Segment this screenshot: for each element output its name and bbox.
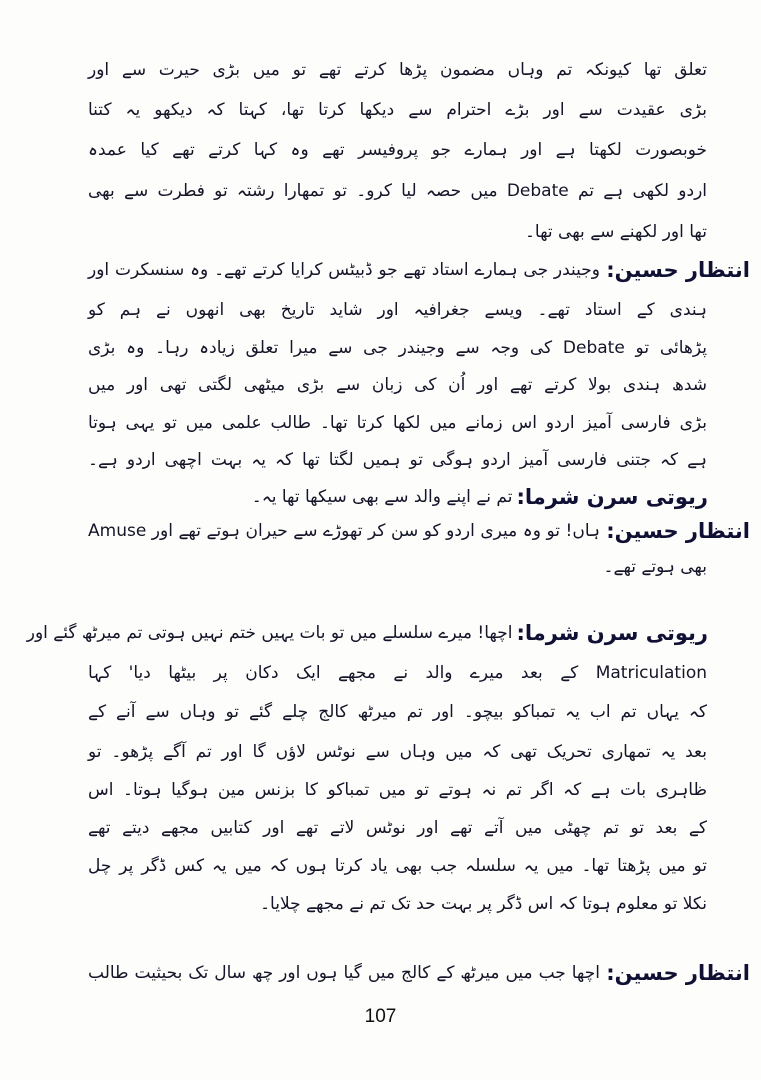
text-line: نکلا تو معلوم ہوتا کہ اس ڈگر پر بہت حد تک تم نے مجھے چلایا۔ <box>260 894 707 914</box>
speaker-name: انتظار حسین: <box>606 519 750 543</box>
text-line: ظاہری بات ہے کہ اگر تم نہ ہوتے تو میں تمباکو کا بزنس مین ہوگیا ہوتا۔ اس <box>88 780 707 800</box>
text-line: تھا اور لکھنے سے بھی تھا۔ <box>524 222 707 242</box>
speaker-name: انتظار حسین: <box>606 258 750 282</box>
text-line: خوبصورت لکھتا ہے اور ہمارے جو پروفیسر تھے وہ کہا کرتے تھے کیا عمدہ <box>88 140 707 160</box>
dialogue-line <box>26 618 708 648</box>
speaker-name: ریوتی سرن شرما: <box>516 621 708 645</box>
text-line: اچھا جب میں میرٹھ کے کالج میں گیا ہوں اور چھ سال تک بحیثیت طالب <box>88 963 600 983</box>
dialogue-line <box>88 958 750 988</box>
text-line: تو میں پڑھتا تھا۔ میں یہ سلسلہ جب بھی یاد کرتا ہوں کہ میں یہ کس ڈگر پر چل <box>88 856 707 876</box>
text-line: بھی ہوتے تھے۔ <box>603 557 707 577</box>
text-line: ہاں! تو وہ میری اردو کو سن کر تھوڑے سے حیران ہوتے تھے اور Amuse <box>88 521 600 541</box>
speaker-name: ریوتی سرن شرما: <box>516 485 708 509</box>
dialogue-line <box>88 482 708 512</box>
text-line: ہے کہ جتنی فارسی آمیز اردو ہوگی تو ہمیں لگتا تھا کہ یہ بہت اچھی اردو ہے۔ <box>88 450 707 470</box>
text-line: ہندی کے استاد تھے۔ ویسے جغرافیہ اور شاید تاریخ بھی انھوں نے ہم کو <box>88 300 707 320</box>
text-line: بڑی عقیدت سے اور بڑے احترام سے دیکھا کرتا تھا، کہتا کہ دیکھو یہ کتنا <box>88 100 707 120</box>
text-line: تعلق تھا کیونکہ تم وہاں مضمون پڑھا کرتے تھے تو میں بڑی حیرت سے اور <box>88 60 707 80</box>
text-line: کہ یہاں تم اب یہ تمباکو بیچو۔ اور تم میرٹھ کالج چلے گئے تو وہاں سے آنے کے <box>88 702 707 722</box>
text-line: بڑی فارسی آمیز اردو اس زمانے میں لکھا کرتا تھا۔ طالب علمی میں تو یہی ہوتا <box>88 413 707 433</box>
text-line: شدھ ہندی بولا کرتے تھے اور اُن کی زبان سے بڑی میٹھی لگتی تھی اور میں <box>88 375 707 395</box>
dialogue-line <box>88 516 750 546</box>
text-line: وجیندر جی ہمارے استاد تھے جو ڈبیٹس کرایا کرتے تھے۔ وہ سنسکرت اور <box>88 260 600 280</box>
text-line: تم نے اپنے والد سے بھی سیکھا تھا یہ۔ <box>251 487 513 507</box>
text-line: Matriculation کے بعد میرے والد نے مجھے ایک دکان پر بیٹھا دیا' کہا <box>88 663 707 683</box>
text-line: اچھا! میرے سلسلے میں تو بات یہیں ختم نہیں ہوتی تم میرٹھ گئے اور <box>26 623 513 643</box>
text-line: بعد یہ تمھاری تحریک تھی کہ میں وہاں سے نوٹس لاؤں گا اور تم آگے پڑھو۔ تو <box>88 742 707 762</box>
text-line: اردو لکھی ہے تم Debate میں حصہ لیا کرو۔ تو تمھارا رشتہ تو فطرت سے بھی <box>88 181 707 201</box>
text-line: کے بعد تو تم چھٹی میں آتے تھے اور نوٹس لاتے تھے اور کتابیں مجھے دیتے تھے <box>88 818 707 838</box>
speaker-name: انتظار حسین: <box>606 961 750 985</box>
page-number: 107 <box>364 1006 397 1027</box>
text-line: پڑھائی تو Debate کی وجہ سے وجیندر جی سے میرا تعلق زیادہ رہا۔ وہ بڑی <box>88 338 707 358</box>
dialogue-line <box>88 255 750 285</box>
